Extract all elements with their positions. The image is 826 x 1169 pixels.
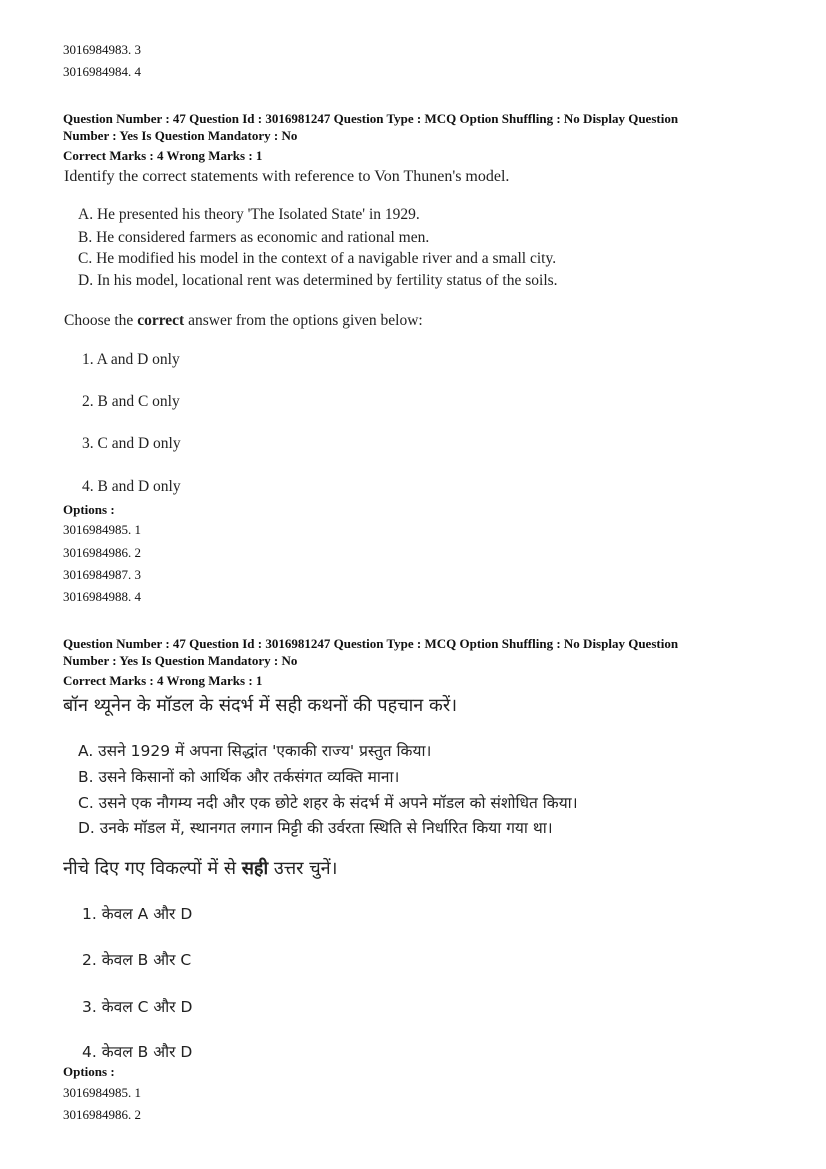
statement-item: B. उसने किसानों को आर्थिक और तर्कसंगत व्यक्ति माना। [78, 768, 400, 786]
statement-item: D. उनके मॉडल में, स्थानगत लगान मिट्टी की उर्वरता स्थिति से निर्धारित किया गया था। [78, 819, 553, 837]
question-marks: Correct Marks : 4 Wrong Marks : 1 [63, 148, 263, 163]
statement-item: A. उसने 1929 में अपना सिद्धांत 'एकाकी राज्य' प्रस्तुत किया। [78, 742, 432, 760]
option-id-line: 3016984985. 1 [63, 522, 141, 537]
statement-item: A. He presented his theory 'The Isolated State' in 1929. [78, 206, 420, 223]
option-id-line: 3016984987. 3 [63, 567, 141, 582]
question-meta-line: Question Number : 47 Question Id : 3016981247 Question Type : MCQ Option Shuffling : No Display Question [63, 636, 679, 651]
statement-item: C. He modified his model in the context of a navigable river and a small city. [78, 250, 557, 267]
question-marks: Correct Marks : 4 Wrong Marks : 1 [63, 673, 263, 688]
option-id-line: 3016984984. 4 [63, 64, 141, 79]
choose-instruction: Choose the correct answer from the options given below: [64, 312, 423, 329]
question-meta-line: Number : Yes Is Question Mandatory : No [63, 128, 298, 143]
question-meta-line: Question Number : 47 Question Id : 3016981247 Question Type : MCQ Option Shuffling : No Display Question [63, 111, 679, 126]
answer-choice: 4. B and D only [82, 478, 181, 495]
answer-choice: 3. केवल C और D [82, 998, 193, 1016]
statement-item: B. He considered farmers as economic and rational men. [78, 229, 430, 246]
option-id-line: 3016984988. 4 [63, 589, 141, 604]
question-stem: Identify the correct statements with reference to Von Thunen's model. [64, 168, 510, 185]
option-id-line: 3016984983. 3 [63, 42, 141, 57]
question-stem: बॉन थ्यूनेन के मॉडल के संदर्भ में सही कथनों की पहचान करें। [63, 695, 458, 716]
statement-item: C. उसने एक नौगम्य नदी और एक छोटे शहर के संदर्भ में अपने मॉडल को संशोधित किया। [78, 794, 578, 812]
option-id-line: 3016984985. 1 [63, 1085, 141, 1100]
answer-choice: 1. केवल A और D [82, 905, 193, 923]
answer-choice: 2. केवल B और C [82, 951, 192, 969]
choose-instruction: नीचे दिए गए विकल्पों में से सही उत्तर चुनें। [63, 858, 338, 879]
option-id-line: 3016984986. 2 [63, 1107, 141, 1122]
options-label: Options : [63, 502, 115, 517]
options-label: Options : [63, 1064, 115, 1079]
answer-choice: 2. B and C only [82, 393, 180, 410]
question-meta-line: Number : Yes Is Question Mandatory : No [63, 653, 298, 668]
statement-item: D. In his model, locational rent was determined by fertility status of the soils. [78, 272, 558, 289]
answer-choice: 4. केवल B और D [82, 1043, 193, 1061]
option-id-line: 3016984986. 2 [63, 545, 141, 560]
answer-choice: 3. C and D only [82, 435, 181, 452]
answer-choice: 1. A and D only [82, 351, 180, 368]
